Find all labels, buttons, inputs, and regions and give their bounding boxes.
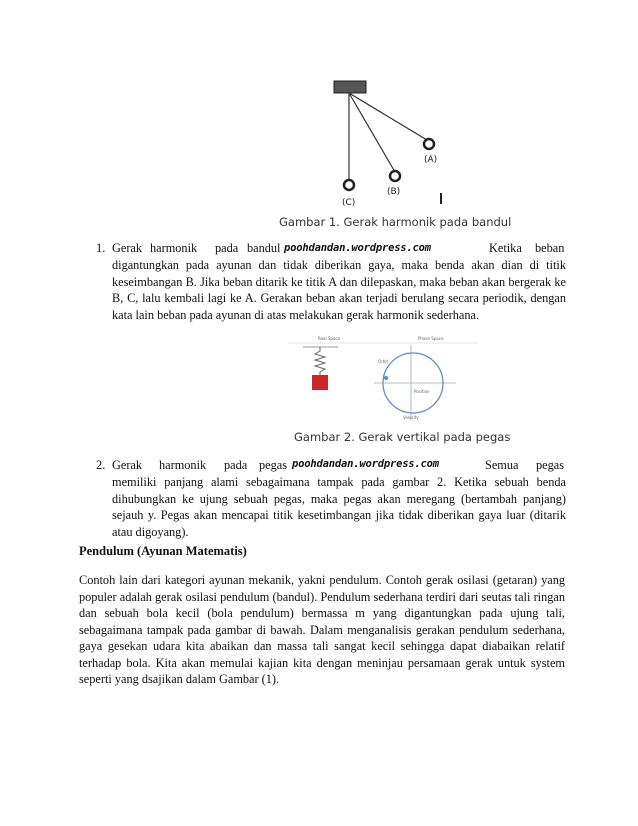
label-a: (A) — [424, 155, 438, 165]
section-heading: Pendulum (Ayunan Matematis) — [79, 544, 247, 558]
phase-space-label: Phase Space — [418, 336, 444, 341]
item2-word-1: Gerak — [112, 458, 143, 472]
pendulum-string-a — [349, 93, 427, 140]
pendulum-string-b — [349, 93, 395, 172]
position-label: Position — [414, 389, 430, 394]
pendulum-bob-c — [344, 180, 354, 190]
figure1-caption: Gambar 1. Gerak harmonik pada bandul — [279, 215, 512, 229]
pendulum-figure — [268, 76, 498, 231]
pendulum-support — [334, 81, 366, 93]
real-space-label: Real Space — [318, 336, 341, 341]
orbit-label: Orbit — [378, 359, 389, 364]
spring-mass — [312, 375, 328, 390]
label-b: (B) — [387, 187, 401, 197]
item2-word-3: pada — [224, 458, 248, 472]
velocity-label: Velocity — [403, 415, 419, 420]
spring-icon — [315, 347, 325, 375]
item1-word-1: Gerak — [112, 241, 143, 255]
item2-word-4: pegas — [259, 458, 287, 472]
item2-word-5: Semua — [485, 458, 519, 472]
item1-text: digantungkan pada ayunan dan tidak diberikan gaya, maka benda akan dian di titik keseimbangan B. Jika beban ditarik ke titik A dan dilepaskan, maka beban akan bergerak ke B, C, lalu kembali lagi ke A. Gerakan beban akan terjadi berulang secara periodik, dengan kata lain beban pada ayunan di atas melakukan gerak harmonik sederhana. — [112, 258, 566, 322]
item2-text: memiliki panjang alami sebagaimana tampak pada gambar 2. Ketika sebuah benda dihubungkan ke ujung sebuah pegas, maka pegas akan meregang (bertambah panjang) sejauh y. Pegas akan mencapai titik kesetimbangan jika tidak diberikan gaya luar (ditarik atau digoyang). — [112, 475, 566, 539]
item1-word-3: pada — [215, 241, 239, 255]
watermark-1: poohdandan.wordpress.com — [284, 242, 431, 254]
item1-word-5: Ketika — [489, 241, 522, 255]
item2-number: 2. — [96, 458, 106, 472]
item1-word-6: beban — [535, 241, 565, 255]
item1-word-4: bandul — [247, 241, 281, 255]
pendulum-bob-a — [424, 139, 434, 149]
item2-word-6: pegas — [536, 458, 564, 472]
section-paragraph: Contoh lain dari kategori ayunan mekanik, yakni pendulum. Contoh gerak osilasi (getaran) yang populer adalah gerak osilasi pendulum (bandul). Pendulum sederhana terdiri dari seutas tali ringan dan sebuah bola kecil (bola pendulum) bermassa m yang digantungkan pada ujung tali, sebagaimana tampak pada gambar di bawah. Dalam menganalisis gerakan pendulum sederhana, gaya gesekan udara kita abaikan dan massa tali sangat kecil sehingga dapat diabaikan relatif terhadap bola. Kita akan memulai kajian kita dengan meninjau persamaan gerak untuk system seperti yang dsajikan dalam Gambar (1). — [79, 573, 565, 686]
item1-word-2: harmonik — [150, 241, 198, 255]
pendulum-bob-b — [390, 171, 400, 181]
label-c: (C) — [342, 198, 356, 208]
item1-number: 1. — [96, 241, 106, 255]
figure2-caption: Gambar 2. Gerak vertikal pada pegas — [294, 430, 511, 444]
watermark-2: poohdandan.wordpress.com — [292, 458, 439, 470]
item2-word-2: harmonik — [159, 458, 207, 472]
phase-point — [384, 376, 388, 380]
